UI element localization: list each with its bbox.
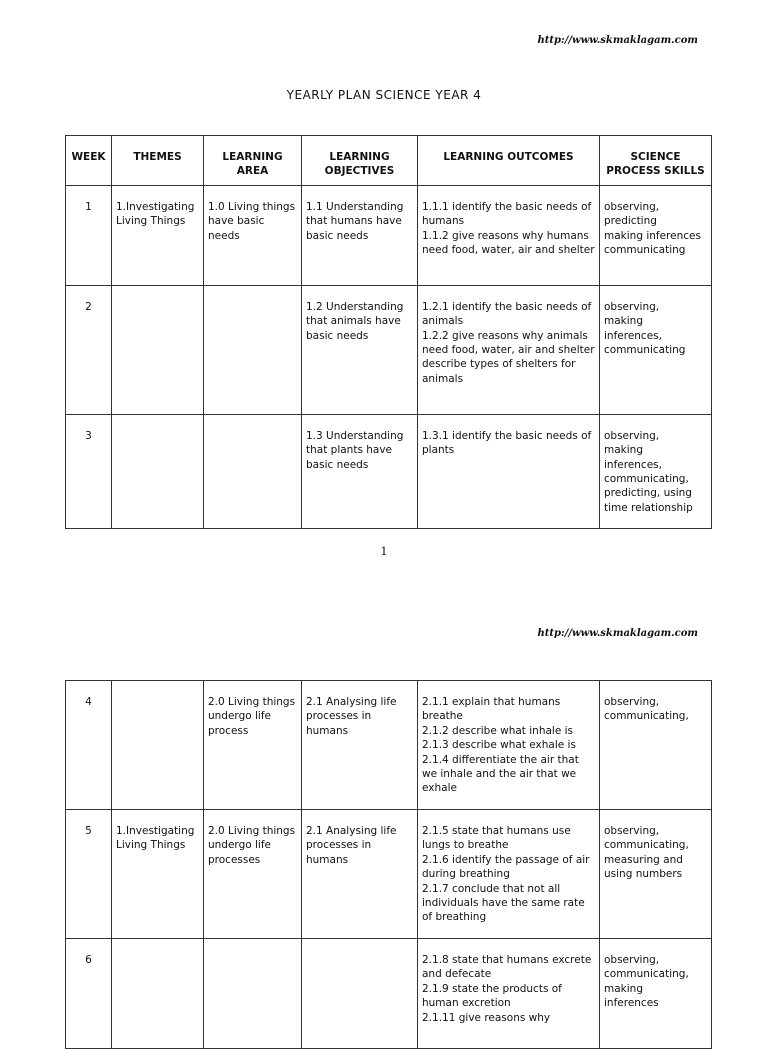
table-row (66, 285, 712, 414)
cell-skills: observing, making inferences, communicating (600, 285, 712, 414)
header-week: WEEK (66, 136, 112, 186)
page-url: http://www.skmaklagam.com (537, 35, 698, 46)
page-title: YEARLY PLAN SCIENCE YEAR 4 (286, 88, 482, 102)
cell-area (204, 414, 302, 528)
cell-area: 2.0 Living things undergo life process (204, 681, 302, 810)
page-url: http://www.skmaklagam.com (537, 628, 698, 639)
table-header-row (66, 136, 712, 186)
cell-outcomes: 1.3.1 identify the basic needs of plants (418, 414, 600, 528)
cell-skills: observing, communicating, making inferences (600, 939, 712, 1049)
cell-skills: observing, predicting making inferences communicating (600, 185, 712, 285)
cell-objective: 2.1 Analysing life processes in humans (302, 681, 418, 810)
cell-theme: 1.Investigating Living Things (112, 810, 204, 939)
cell-outcomes: 1.1.1 identify the basic needs of humans 1.1.2 give reasons why humans need food, water, air and shelter (418, 185, 600, 285)
cell-theme (112, 939, 204, 1049)
cell-week: 2 (66, 285, 112, 414)
header-learning-area: LEARNING AREA (204, 136, 302, 186)
table-row (66, 414, 712, 528)
cell-objective: 1.3 Understanding that plants have basic needs (302, 414, 418, 528)
cell-outcomes: 2.1.5 state that humans use lungs to breathe 2.1.6 identify the passage of air during breathing 2.1.7 conclude that not all individuals have the same rate of breathing (418, 810, 600, 939)
cell-week: 3 (66, 414, 112, 528)
cell-skills: observing, communicating, (600, 681, 712, 810)
table-row (66, 681, 712, 810)
yearly-plan-table (65, 135, 712, 529)
cell-week: 5 (66, 810, 112, 939)
cell-objective (302, 939, 418, 1049)
cell-outcomes: 2.1.8 state that humans excrete and defecate 2.1.9 state the products of human excretion 2.1.11 give reasons why (418, 939, 600, 1049)
cell-week: 1 (66, 185, 112, 285)
yearly-plan-table-continued (65, 680, 712, 1049)
cell-area: 2.0 Living things undergo life processes (204, 810, 302, 939)
header-science-process-skills: SCIENCE PROCESS SKILLS (600, 136, 712, 186)
cell-outcomes: 1.2.1 identify the basic needs of animals 1.2.2 give reasons why animals need food, water, air and shelter describe types of shelters for animals (418, 285, 600, 414)
cell-skills: observing, communicating, measuring and using numbers (600, 810, 712, 939)
cell-area: 1.0 Living things have basic needs (204, 185, 302, 285)
table-row (66, 939, 712, 1049)
cell-theme (112, 285, 204, 414)
cell-objective: 1.1 Understanding that humans have basic needs (302, 185, 418, 285)
cell-week: 6 (66, 939, 112, 1049)
cell-area (204, 285, 302, 414)
cell-objective: 1.2 Understanding that animals have basic needs (302, 285, 418, 414)
table-row (66, 810, 712, 939)
cell-theme (112, 414, 204, 528)
header-themes: THEMES (112, 136, 204, 186)
header-learning-outcomes: LEARNING OUTCOMES (418, 136, 600, 186)
cell-outcomes: 2.1.1 explain that humans breathe 2.1.2 describe what inhale is 2.1.3 describe what exhale is 2.1.4 differentiate the air that we inhale and the air that we exhale (418, 681, 600, 810)
cell-week: 4 (66, 681, 112, 810)
cell-skills: observing, making inferences, communicating, predicting, using time relationship (600, 414, 712, 528)
header-learning-objectives: LEARNING OBJECTIVES (302, 136, 418, 186)
cell-theme: 1.Investigating Living Things (112, 185, 204, 285)
cell-theme (112, 681, 204, 810)
page-number: 1 (380, 545, 388, 558)
table-row (66, 185, 712, 285)
cell-objective: 2.1 Analysing life processes in humans (302, 810, 418, 939)
cell-area (204, 939, 302, 1049)
